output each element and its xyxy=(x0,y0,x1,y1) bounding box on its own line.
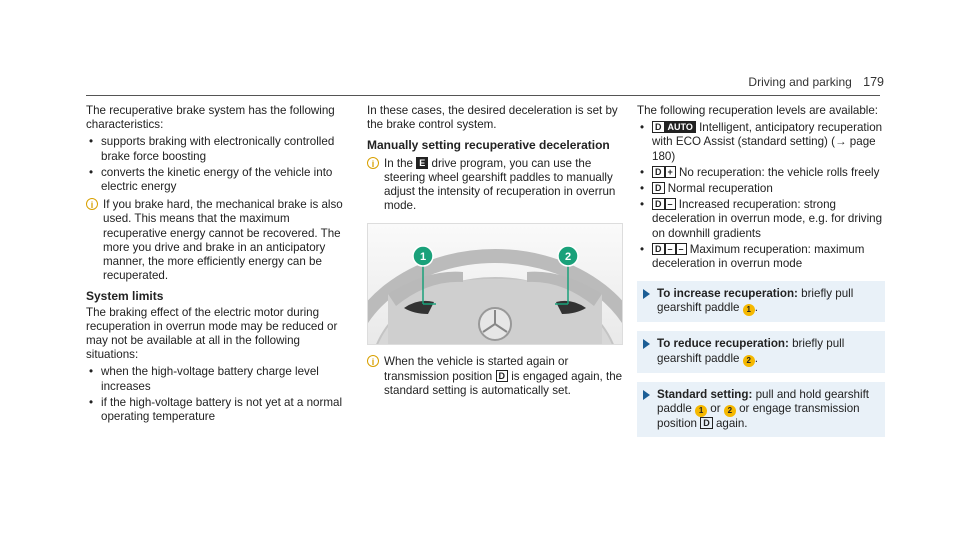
list-item: • D AUTO Intelligent, anticipatory recuperation with ECO Assist (standard setting) (→ page 180) xyxy=(640,121,883,163)
callout-1-label: 1 xyxy=(419,251,427,264)
page-number: 179 xyxy=(863,75,884,89)
info-note: i When the vehicle is started again or transmission position D is engaged again, the standard setting is automatically set. xyxy=(367,355,627,398)
list-item: • D – Increased recuperation: strong deceleration in overrun mode, e.g. for driving on downhill gradients xyxy=(640,198,883,240)
info-note: i In the E drive program, you can use the steering wheel gearshift paddles to manually adjust the intensity of recuperation in overrun mode. xyxy=(367,157,627,214)
key-d-icon: D xyxy=(652,198,665,210)
recuperation-levels-list xyxy=(637,121,885,271)
column-3 xyxy=(637,104,885,446)
section-title: Driving and parking xyxy=(748,75,852,89)
steering-wheel-illustration xyxy=(368,224,622,344)
info-icon: i xyxy=(367,157,379,169)
info-icon: i xyxy=(86,198,98,210)
transmission-d-icon: D xyxy=(496,370,509,382)
system-limits-text: The braking effect of the electric motor during recuperation in overrun mode may be reduced or may not be available at all in the following situations: xyxy=(86,305,338,362)
steering-wheel-figure xyxy=(367,223,623,345)
callout-2-label: 2 xyxy=(564,251,572,264)
key-d-icon: D xyxy=(652,166,665,178)
key-d-icon: D xyxy=(652,243,665,255)
callout-1-icon: 1 xyxy=(695,405,707,417)
list-item: • if the high-voltage battery is not yet at a normal operating temperature xyxy=(89,395,343,424)
step-arrow-icon xyxy=(643,289,650,299)
key-minus-icon: – xyxy=(665,243,676,255)
drive-program-e-icon: E xyxy=(416,157,428,169)
system-limits-heading: System limits xyxy=(86,289,164,304)
list-item: • converts the kinetic energy of the vehicle into electric energy xyxy=(89,165,333,194)
key-minus-icon: – xyxy=(665,198,676,210)
key-d-icon: D xyxy=(652,121,665,133)
col1-intro: The recuperative brake system has the following characteristics: xyxy=(86,104,335,132)
list-item: • D – – Maximum recuperation: maximum deceleration in overrun mode xyxy=(640,242,865,271)
callout-1-icon: 1 xyxy=(743,304,755,316)
column-1 xyxy=(86,104,348,426)
step-reduce: To reduce recuperation: briefly pull gearshift paddle 2 . xyxy=(637,331,885,372)
list-item: • supports braking with electronically controlled brake force boosting xyxy=(89,135,335,163)
key-d-icon: D xyxy=(652,182,665,194)
transmission-d-icon: D xyxy=(700,417,713,429)
step-arrow-icon xyxy=(643,390,650,400)
key-plus-icon: + xyxy=(665,166,676,178)
step-arrow-icon xyxy=(643,339,650,349)
characteristics-list xyxy=(86,135,348,194)
list-item: • D Normal recuperation xyxy=(640,182,773,196)
info-icon: i xyxy=(367,355,379,367)
callout-2-icon: 2 xyxy=(724,405,736,417)
page-header xyxy=(748,75,884,89)
key-minus-icon: – xyxy=(676,243,687,255)
limits-list xyxy=(86,365,348,424)
manual-setting-heading: Manually setting recuperative deceleration xyxy=(367,138,610,153)
info-note: i If you brake hard, the mechanical brake is also used. This means that the maximum recuperative energy cannot be recovered. The more you drive and brake in an anticipatory manner, the more efficiently energy can be recuperated. xyxy=(86,198,348,283)
step-standard: Standard setting: pull and hold gearshift paddle 1 or 2 or engage transmission position D again. xyxy=(637,382,885,437)
key-auto-icon: AUTO xyxy=(665,121,696,133)
col2-intro: In these cases, the desired deceleration is set by the brake control system. xyxy=(367,104,618,132)
step-increase: To increase recuperation: briefly pull gearshift paddle 1 . xyxy=(637,281,885,322)
col3-intro: The following recuperation levels are available: xyxy=(637,104,879,117)
header-rule xyxy=(86,95,880,96)
list-item: • when the high-voltage battery charge level increases xyxy=(89,365,319,393)
list-item: • D + No recuperation: the vehicle rolls freely xyxy=(640,165,880,179)
column-2 xyxy=(367,104,627,402)
callout-2-icon: 2 xyxy=(743,355,755,367)
